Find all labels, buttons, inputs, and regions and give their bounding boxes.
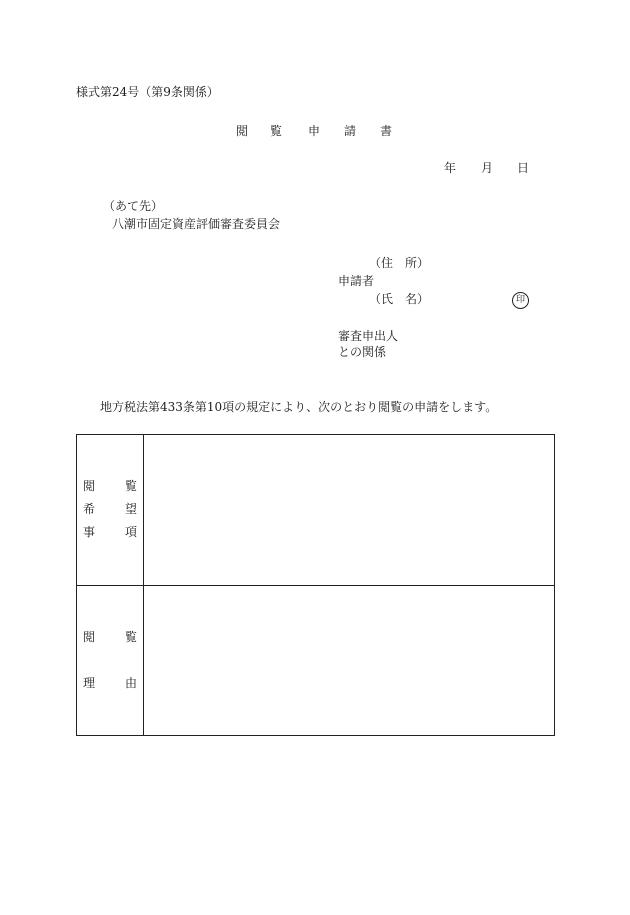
table-row-desired-items bbox=[77, 435, 555, 586]
label-line-2 bbox=[83, 502, 137, 516]
label-line-2 bbox=[83, 676, 137, 690]
label-cell-reason bbox=[77, 586, 144, 736]
title-char-3: 申 bbox=[308, 124, 321, 138]
title-char-5: 書 bbox=[380, 124, 393, 138]
label-line-3 bbox=[83, 525, 137, 539]
label-char: 望 bbox=[124, 502, 137, 516]
seal-icon: 印 bbox=[512, 292, 529, 309]
date-month: 月 bbox=[481, 161, 494, 175]
applicant-label: 申請者 bbox=[338, 274, 375, 288]
desired-items-field[interactable] bbox=[144, 435, 555, 586]
relation-line-2: との関係 bbox=[338, 345, 387, 359]
applicant-name-label: （氏 名） bbox=[369, 292, 430, 306]
label-cell-desired-items bbox=[77, 435, 144, 586]
label-char: 閲 bbox=[83, 630, 96, 644]
title-char-1: 閲 bbox=[236, 124, 249, 138]
seal-mark bbox=[512, 291, 529, 309]
title-char-2: 覧 bbox=[270, 124, 283, 138]
relation-line-1: 審査申出人 bbox=[338, 329, 399, 343]
label-char: 覧 bbox=[124, 630, 137, 644]
label-char: 項 bbox=[124, 525, 137, 539]
statement: 地方税法第433条第10項の規定により、次のとおり閲覧の申請をします。 bbox=[100, 400, 498, 414]
addressee-name: 八潮市固定資産評価審査委員会 bbox=[112, 217, 281, 231]
title-char-4: 請 bbox=[344, 124, 357, 138]
date-year: 年 bbox=[444, 161, 457, 175]
reason-field[interactable] bbox=[144, 586, 555, 736]
label-line-1 bbox=[83, 630, 137, 644]
request-table bbox=[76, 434, 555, 736]
label-char: 由 bbox=[124, 676, 137, 690]
label-char: 閲 bbox=[83, 479, 96, 493]
applicant-address-label: （住 所） bbox=[369, 256, 430, 270]
label-char: 事 bbox=[83, 525, 96, 539]
addressee-label: （あて先） bbox=[103, 199, 164, 213]
label-line-1 bbox=[83, 479, 137, 493]
label-char: 理 bbox=[83, 676, 96, 690]
label-char: 覧 bbox=[124, 479, 137, 493]
form-number: 様式第24号（第9条関係） bbox=[76, 85, 219, 99]
date-day: 日 bbox=[517, 161, 530, 175]
table-row-reason bbox=[77, 586, 555, 736]
label-char: 希 bbox=[83, 502, 96, 516]
